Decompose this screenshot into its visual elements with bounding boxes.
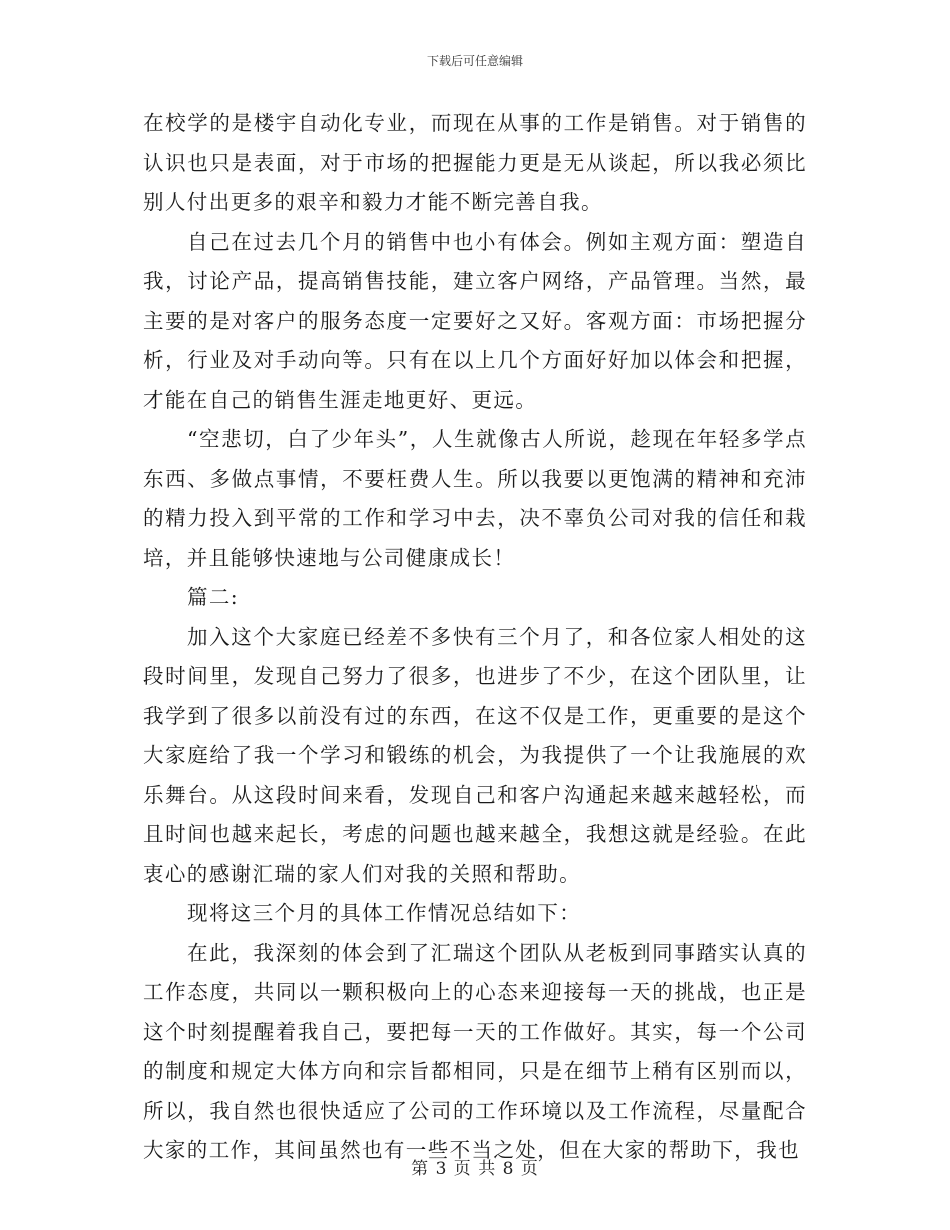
- paragraph: 加入这个大家庭已经差不多快有三个月了，和各位家人相处的这段时间里，发现自己努力了很多，也进步了不少，在这个团队里，让我学到了很多以前没有过的东西，在这不仅是工作，更重要的是这个大家庭给了我一个学习和锻练的机会，为我提供了一个让我施展的欢乐舞台。从这段时间来看，发现自己和客户沟通起来越来越轻松，而且时间也越来起长，考虑的问题也越来越全，我想这就是经验。在此衷心的感谢汇瑞的家人们对我的关照和帮助。: [143, 624, 807, 886]
- document-body: [143, 104, 807, 1171]
- paragraph: “空悲切，白了少年头”，人生就像古人所说，趁现在年轻多学点东西、多做点事情，不要枉费人生。所以我要以更饱满的精神和充沛的精力投入到平常的工作和学习中去，决不辜负公司对我的信任和栽培，并且能够快速地与公司健康成长！: [143, 427, 807, 570]
- paragraph: 自己在过去几个月的销售中也小有体会。例如主观方面：塑造自我，讨论产品，提高销售技能，建立客户网络，产品管理。当然，最主要的是对客户的服务态度一定要好之又好。客观方面：市场把握分析，行业及对手动向等。只有在以上几个方面好好加以体会和把握，才能在自己的销售生涯走地更好、更远。: [143, 229, 807, 412]
- section-heading: 篇二:: [187, 585, 240, 609]
- paragraph: 在校学的是楼宇自动化专业，而现在从事的工作是销售。对于销售的认识也只是表面，对于市场的把握能力更是无从谈起，所以我必须比别人付出更多的艰辛和毅力才能不断完善自我。: [143, 111, 807, 214]
- page-number: 第 3 页 共 8 页: [411, 1159, 539, 1179]
- paragraph: 在此，我深刻的体会到了汇瑞这个团队从老板到同事踏实认真的工作态度，共同以一颗积极向上的心态来迎接每一天的挑战，也正是这个时刻提醒着我自己，要把每一天的工作做好。其实，每一个公司的制度和规定大体方向和宗旨都相同，只是在细节上稍有区别而以，所以，我自然也很快适应了公司的工作环境以及工作流程，尽量配合大家的工作，其间虽然也有一些不当之处，但在大家的帮助下，我也: [143, 940, 807, 1162]
- page-header-note: 下载后可任意编辑: [426, 54, 523, 68]
- paragraph: 现将这三个月的具体工作情况总结如下：: [187, 901, 582, 925]
